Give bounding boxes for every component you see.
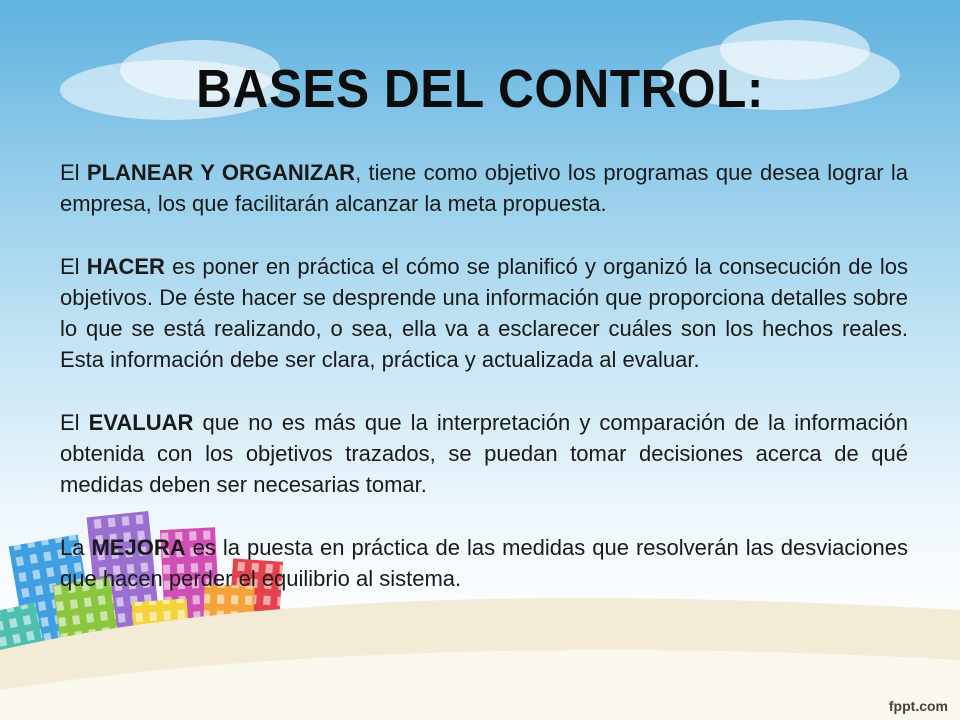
- paragraph-planear: El PLANEAR Y ORGANIZAR, tiene como objetivo los programas que desea lograr la empresa, los que facilitarán alcanzar la meta propuesta.: [60, 160, 908, 216]
- paragraph-evaluar: El EVALUAR que no es más que la interpretación y comparación de la información obtenida con los objetivos trazados, se puedan tomar decisiones acerca de qué medidas deben ser necesarias tomar.: [60, 410, 908, 497]
- paragraph-hacer: El HACER es poner en práctica el cómo se planificó y organizó la consecución de los objetivos. De éste hacer se desprende una información que proporciona detalles sobre lo que se está realizando, o sea, ella va a esclarecer cuáles son los hechos reales. Esta información debe ser clara, práctica y actualizada al evaluar.: [60, 254, 908, 372]
- keyword-evaluar: EVALUAR: [88, 410, 194, 435]
- paragraph-mejora: La MEJORA es la puesta en práctica de las medidas que resolverán las desviaciones que hacen perder el equilibrio al sistema.: [60, 535, 908, 591]
- slide-title: BASES DEL CONTROL:: [196, 59, 764, 119]
- keyword-planear-organizar: PLANEAR Y ORGANIZAR: [86, 160, 356, 185]
- keyword-hacer: HACER: [86, 254, 165, 279]
- keyword-mejora: MEJORA: [91, 535, 186, 560]
- slide-body: [60, 157, 908, 594]
- watermark-logo: fppt.com: [888, 698, 948, 714]
